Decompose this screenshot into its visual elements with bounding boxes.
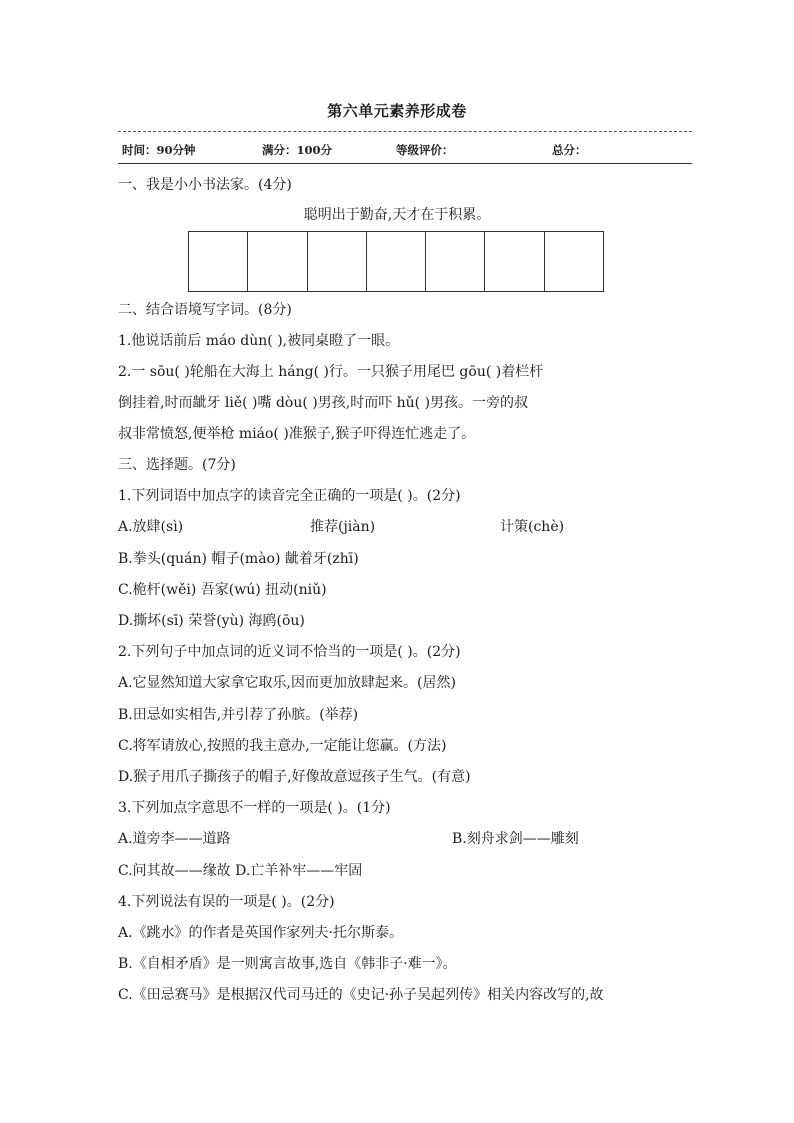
writing-cell[interactable] xyxy=(545,232,603,291)
q4-stem: 4.下列说法有误的一项是( )。(2分) xyxy=(118,894,335,910)
meta-total: 总分： xyxy=(552,143,587,157)
section1-heading: 一、我是小小书法家。(4分) xyxy=(118,177,292,193)
q2-option-c: C.将军请放心,按照的我主意办,一定能让您赢。(方法) xyxy=(118,738,447,754)
writing-cell[interactable] xyxy=(426,232,485,291)
q1-option-a1: A.放肆(sì) xyxy=(118,519,184,535)
q3-option-b: B.刻舟求剑——雕刻 xyxy=(452,831,579,847)
q2-option-a: A.它显然知道大家拿它取乐,因而更加放肆起来。(居然) xyxy=(118,675,456,691)
page-title: 第六单元素养形成卷 xyxy=(327,102,467,120)
q2-stem: 2.下列句子中加点词的近义词不恰当的一项是( )。(2分) xyxy=(118,644,461,660)
section2-line-4: 叔非常愤怒,便举枪 miáo( )准猴子,猴子吓得连忙逃走了。 xyxy=(118,426,476,442)
writing-cell[interactable] xyxy=(189,232,248,291)
writing-cell[interactable] xyxy=(367,232,426,291)
header-solid-rule xyxy=(118,163,692,164)
q4-option-b: B.《自相矛盾》是一则寓言故事,选自《韩非子·难一》。 xyxy=(118,956,457,972)
section2-line-2: 2.一 sōu( )轮船在大海上 háng( )行。一只猴子用尾巴 gōu( )着栏杆 xyxy=(118,364,544,380)
writing-cell[interactable] xyxy=(248,232,307,291)
writing-grid xyxy=(188,231,604,292)
q1-option-b: B.拳头(quán) 帽子(mào) 龇着牙(zhī) xyxy=(118,551,359,567)
q3-option-a: A.道旁李——道路 xyxy=(118,831,231,847)
q2-option-b: B.田忌如实相告,并引荐了孙膑。(举荐) xyxy=(118,707,359,723)
calligraphy-sentence: 聪明出于勤奋,天才在于积累。 xyxy=(303,207,491,223)
section2-line-1: 1.他说话前后 máo dùn( ),被同桌瞪了一眼。 xyxy=(118,333,400,349)
q1-option-d: D.撕坏(sī) 荣誉(yù) 海鸥(ōu) xyxy=(118,613,305,629)
q2-option-d: D.猴子用爪子撕孩子的帽子,好像故意逗孩子生气。(有意) xyxy=(118,769,471,785)
q3-option-cd: C.问其故——缘故 D.亡羊补牢——牢固 xyxy=(118,863,363,879)
meta-full-score: 满分：100分 xyxy=(262,143,333,157)
section2-line-3: 倒挂着,时而龇牙 liě( )嘴 dòu( )男孩,时而吓 hǔ( )男孩。一旁的叔 xyxy=(118,395,529,411)
q1-option-a3: 计策(chè) xyxy=(500,519,565,535)
writing-cell[interactable] xyxy=(308,232,367,291)
q4-option-c: C.《田忌赛马》是根据汉代司马迁的《史记·孙子吴起列传》相关内容改写的,故 xyxy=(118,987,604,1003)
q1-stem: 1.下列词语中加点字的读音完全正确的一项是( )。(2分) xyxy=(118,488,461,504)
q4-option-a: A.《跳水》的作者是英国作家列夫·托尔斯泰。 xyxy=(118,925,404,941)
meta-grade: 等级评价： xyxy=(396,143,454,157)
q3-stem: 3.下列加点字意思不一样的一项是( )。(1分) xyxy=(118,800,391,816)
q1-option-a2: 推荐(jiàn) xyxy=(310,519,376,535)
meta-time: 时间：90分钟 xyxy=(122,143,196,157)
header-dashed-rule xyxy=(118,131,692,132)
q1-option-c: C.桅杆(wěi) 吾家(wú) 扭动(niǔ) xyxy=(118,582,327,598)
writing-cell[interactable] xyxy=(485,232,544,291)
section2-heading: 二、结合语境写字词。(8分) xyxy=(118,302,292,318)
section3-heading: 三、选择题。(7分) xyxy=(118,457,236,473)
